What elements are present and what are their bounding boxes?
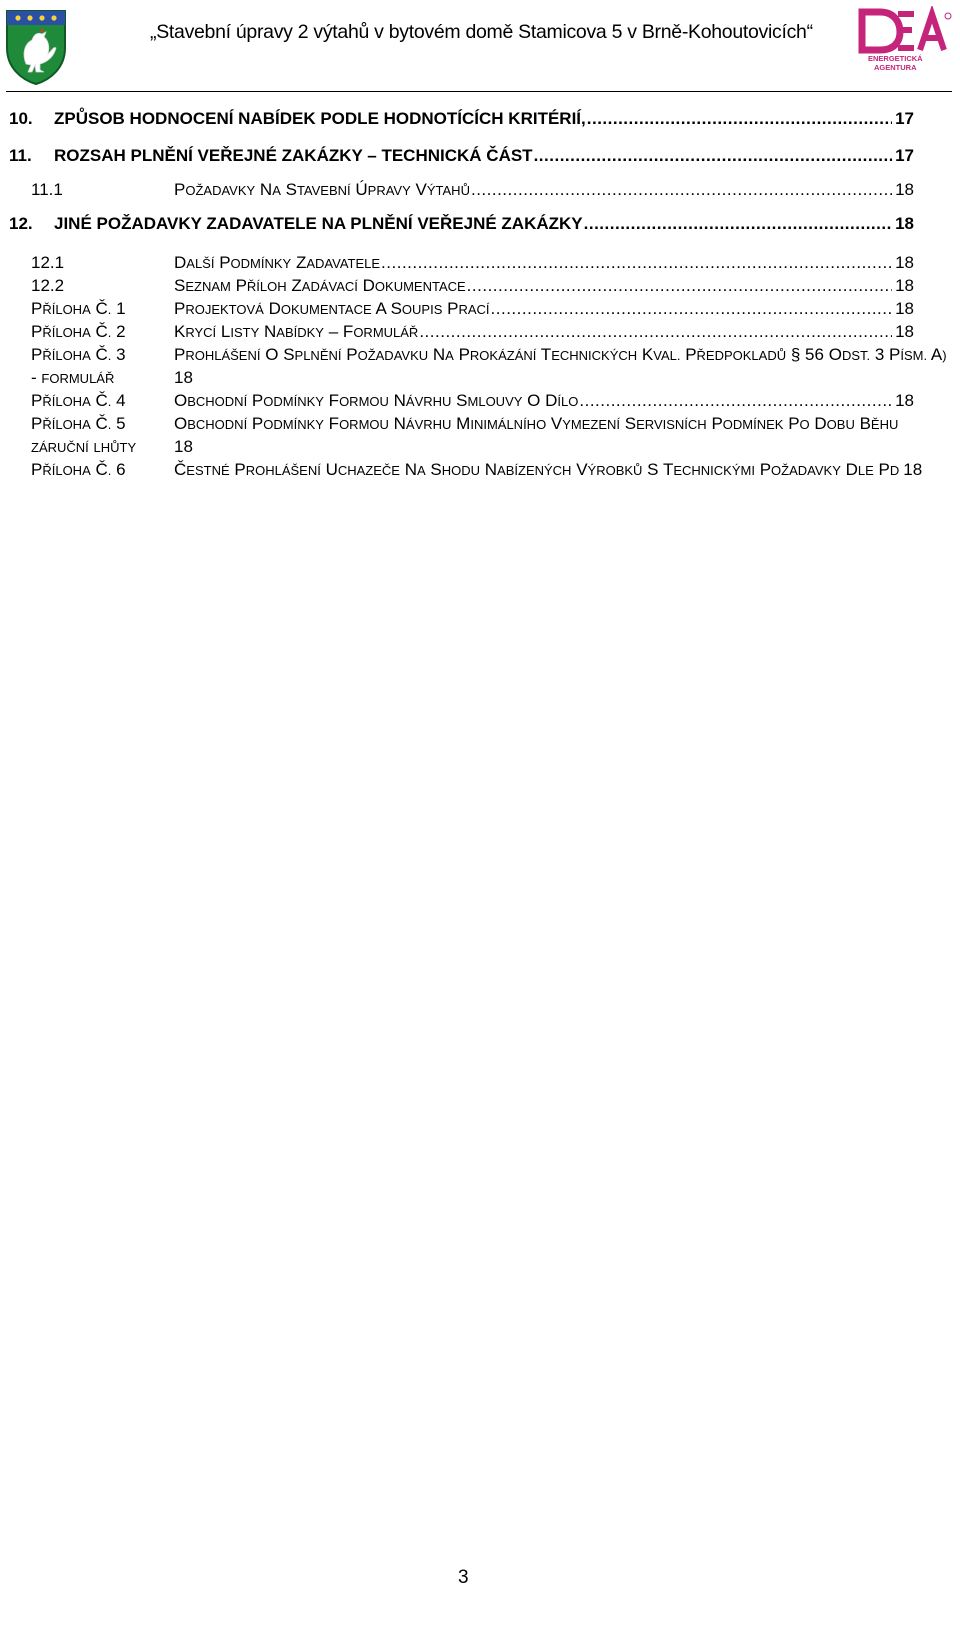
dea-logo-sub-2: AGENTURA: [874, 63, 917, 72]
toc-entry-number: 12.: [9, 214, 33, 233]
toc-entry-number: PŘÍLOHA Č. 1: [31, 299, 126, 318]
toc-entry-page: 18: [895, 276, 914, 295]
header-divider: [6, 91, 952, 92]
toc-entry-number: 11.1: [31, 180, 63, 199]
toc-leader-dots: [587, 107, 892, 131]
toc-entry-10[interactable]: [0, 107, 960, 131]
toc-entry-title: POŽADAVKY NA STAVEBNÍ ÚPRAVY VÝTAHŮ: [174, 180, 470, 199]
toc-entry-title: PROHLÁŠENÍ O SPLNĚNÍ POŽADAVKU NA PROKÁZÁNÍ TECHNICKÝCH KVAL. PŘEDPOKLADŮ § 56 ODST. 3 PÍSM. A): [174, 345, 947, 364]
toc-entry-priloha-2[interactable]: [0, 320, 960, 344]
toc-entry-page: 18: [895, 180, 914, 199]
toc-leader-dots: [579, 389, 892, 413]
toc-entry-continuation: - FORMULÁŘ: [31, 368, 115, 387]
page-number: 3: [458, 1567, 469, 1588]
toc-entry-page: 17: [895, 146, 914, 165]
toc-entry-number: 10.: [9, 109, 33, 128]
toc-entry-11[interactable]: [0, 144, 960, 168]
toc-entry-number: PŘÍLOHA Č. 6: [31, 460, 126, 479]
toc-leader-dots: [471, 178, 892, 202]
toc-entry-priloha-6[interactable]: [0, 458, 960, 482]
toc-entry-11-1[interactable]: [0, 178, 960, 202]
toc-leader-dots: [491, 297, 893, 321]
toc-entry-number: 12.2: [31, 276, 65, 295]
toc-entry-title: OBCHODNÍ PODMÍNKY FORMOU NÁVRHU SMLOUVY O DÍLO: [174, 391, 579, 410]
toc-entry-page: 18: [903, 460, 923, 479]
toc-entry-priloha-3[interactable]: [0, 343, 960, 367]
toc-entry-title: PROJEKTOVÁ DOKUMENTACE A SOUPIS PRACÍ: [174, 299, 490, 318]
toc-entry-title: DALŠÍ PODMÍNKY ZADAVATELE: [174, 253, 381, 272]
toc-entry-page: 18: [895, 322, 914, 341]
toc-entry-title: ROZSAH PLNĚNÍ VEŘEJNÉ ZAKÁZKY – TECHNICKÁ ČÁST: [54, 146, 533, 165]
toc-entry-page: 18: [174, 368, 193, 387]
toc-entry-12[interactable]: [0, 212, 960, 236]
toc-entry-title: JINÉ POŽADAVKY ZADAVATELE NA PLNĚNÍ VEŘEJNÉ ZAKÁZKY: [54, 214, 583, 233]
toc-entry-number: PŘÍLOHA Č. 3: [31, 345, 126, 364]
toc-entry-number: PŘÍLOHA Č. 2: [31, 322, 126, 341]
toc-leader-dots: [534, 144, 893, 168]
toc-entry-page: 18: [895, 391, 914, 410]
toc-entry-title: ČESTNÉ PROHLÁŠENÍ UCHAZEČE NA SHODU NABÍZENÝCH VÝROBKŮ S TECHNICKÝMI POŽADAVKY DLE PD: [174, 460, 900, 479]
toc-entry-title: KRYCÍ LISTY NABÍDKY – FORMULÁŘ: [174, 322, 419, 341]
toc-entry-12-1[interactable]: [0, 251, 960, 275]
toc-entry-page: 18: [895, 253, 914, 272]
toc-entry-title: ZPŮSOB HODNOCENÍ NABÍDEK PODLE HODNOTÍCÍCH KRITÉRIÍ,: [54, 109, 586, 128]
toc-entry-priloha-4[interactable]: [0, 389, 960, 413]
toc-entry-title: OBCHODNÍ PODMÍNKY FORMOU NÁVRHU MINIMÁLNÍHO VYMEZENÍ SERVISNÍCH PODMÍNEK PO DOBU BĚHU: [174, 414, 899, 433]
document-header-title: „Stavební úpravy 2 výtahů v bytovém domě Stamicova 5 v Brně-Kohoutovicích“: [150, 21, 813, 43]
toc-entry-priloha-5[interactable]: [0, 412, 960, 436]
toc-entry-page: 17: [895, 109, 914, 128]
toc-entry-priloha-1[interactable]: [0, 297, 960, 321]
toc-entry-page: 18: [895, 214, 914, 233]
toc-leader-dots: [584, 212, 892, 236]
toc-leader-dots: [419, 320, 892, 344]
toc-entry-continuation: ZÁRUČNÍ LHŮTY: [31, 440, 137, 455]
toc-entry-page: 18: [895, 299, 914, 318]
toc-entry-number: PŘÍLOHA Č. 5: [31, 414, 126, 433]
toc-entry-12-2[interactable]: [0, 274, 960, 298]
toc-entry-title: SEZNAM PŘÍLOH ZADÁVACÍ DOKUMENTACE: [174, 276, 466, 295]
toc-entry-page: 18: [174, 437, 193, 456]
toc-entry-number: 12.1: [31, 253, 65, 272]
dea-logo-sub-1: ENERGETICKÁ: [868, 54, 923, 63]
toc-leader-dots: [467, 274, 892, 298]
toc-entry-number: 11.: [9, 146, 32, 165]
dea-agency-logo: [858, 6, 954, 74]
toc-entry-number: PŘÍLOHA Č. 4: [31, 391, 126, 410]
municipal-crest-logo: [4, 8, 68, 86]
toc-leader-dots: [381, 251, 892, 275]
